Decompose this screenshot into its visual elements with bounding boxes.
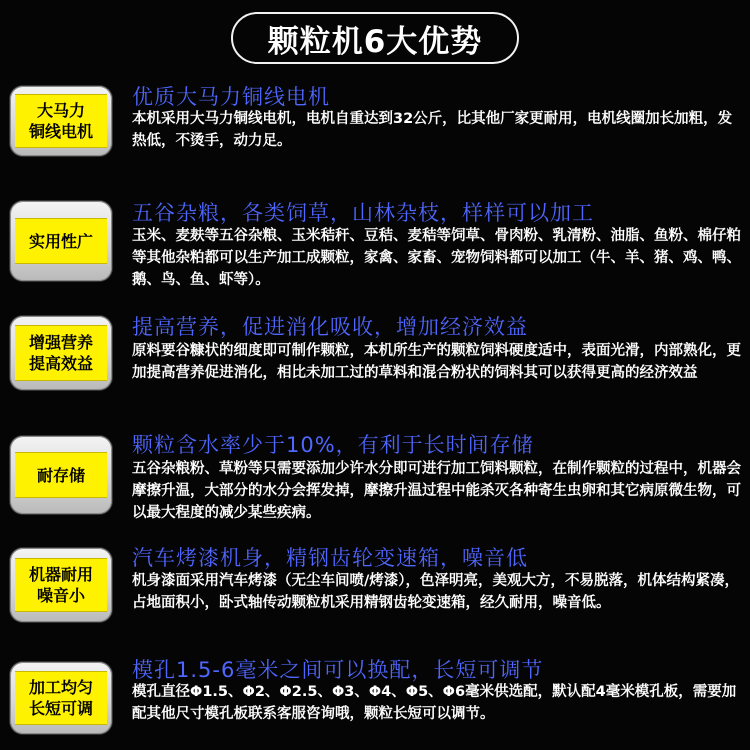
badge-label	[15, 452, 107, 498]
badge-line-2: 噪音小	[36, 586, 85, 605]
badge-line-2: 提高效益	[28, 354, 93, 373]
badge-line-2: 长短可调	[28, 699, 93, 718]
badge-label	[15, 671, 107, 725]
item-body: 原料要谷糠状的细度即可制作颗粒，本机所生产的颗粒饲料硬度适中，表面光滑，内部熟化，更加提高营养促进消化，相比未加工过的草料和混合粉状的饲料其可以获得更高的经济效益	[132, 343, 741, 381]
badge-label	[15, 558, 107, 612]
item-heading: 汽车烤漆机身，精钢齿轮变速箱，噪音低	[132, 546, 528, 570]
item-body: 模孔直径Φ1.5、Φ2、Φ2.5、Φ3、Φ4、Φ5、Φ6毫米供选配，默认配4毫米模孔板，需要加配其他尺寸模孔板联系客服咨询哦，颗粒长短可以调节。	[132, 684, 737, 722]
badge-line-1: 增强营养	[28, 333, 93, 352]
badge-line-1: 加工均匀	[28, 678, 93, 697]
badge-line-1: 实用性广	[28, 231, 93, 251]
item-heading: 提高营养，促进消化吸收，增加经济效益	[132, 315, 528, 339]
badge-storage	[10, 436, 112, 514]
badge-nutrition	[10, 316, 112, 390]
badge-label	[15, 325, 107, 381]
badge-motor	[10, 86, 112, 156]
item-heading: 颗粒含水率少于10%，有利于长时间存储	[132, 433, 534, 457]
badge-label	[15, 94, 107, 148]
title-box	[231, 12, 519, 64]
badge-label	[15, 218, 107, 264]
badge-adjustable	[10, 662, 112, 734]
badge-line-1: 机器耐用	[28, 565, 93, 584]
badge-durability	[10, 548, 112, 622]
item-body: 机身漆面采用汽车烤漆（无尘车间喷/烤漆），色泽明亮，美观大方，不易脱落，机体结构紧凑，占地面积小，卧式轴传动颗粒机采用精钢齿轮变速箱，经久耐用，噪音低。	[132, 573, 740, 611]
page-title: 颗粒机6大优势	[267, 23, 483, 60]
badge-versatility	[10, 201, 112, 281]
item-body: 五谷杂粮粉、草粉等只需要添加少许水分即可进行加工饲料颗粒，在制作颗粒的过程中，机器会摩擦升温，大部分的水分会挥发掉，摩擦升温过程中能杀灭各种寄生虫卵和其它病原微生物，可以最大程度的减少某些疾病。	[132, 461, 741, 521]
badge-line-1: 大马力	[36, 101, 85, 120]
badge-line-2: 铜线电机	[28, 122, 93, 141]
item-body: 玉米、麦麸等五谷杂粮、玉米秸秆、豆秸、麦秸等饲草、骨肉粉、乳清粉、油脂、鱼粉、棉仔粕等其他杂粕都可以生产加工成颗粒，家禽、家畜、宠物饲料都可以加工（牛、羊、猪、鸡、鸭、鹅、鸟、鱼、虾等）。	[132, 228, 741, 288]
item-body: 本机采用大马力铜线电机，电机自重达到32公斤，比其他厂家更耐用，电机线圈加长加粗，发热低，不烫手，动力足。	[132, 111, 733, 149]
badge-line-1: 耐存储	[36, 465, 85, 485]
item-heading: 优质大马力铜线电机	[132, 85, 330, 109]
item-heading: 模孔1.5-6毫米之间可以换配，长短可调节	[132, 658, 544, 682]
item-heading: 五谷杂粮，各类饲草，山林杂枝，样样可以加工	[132, 201, 594, 225]
